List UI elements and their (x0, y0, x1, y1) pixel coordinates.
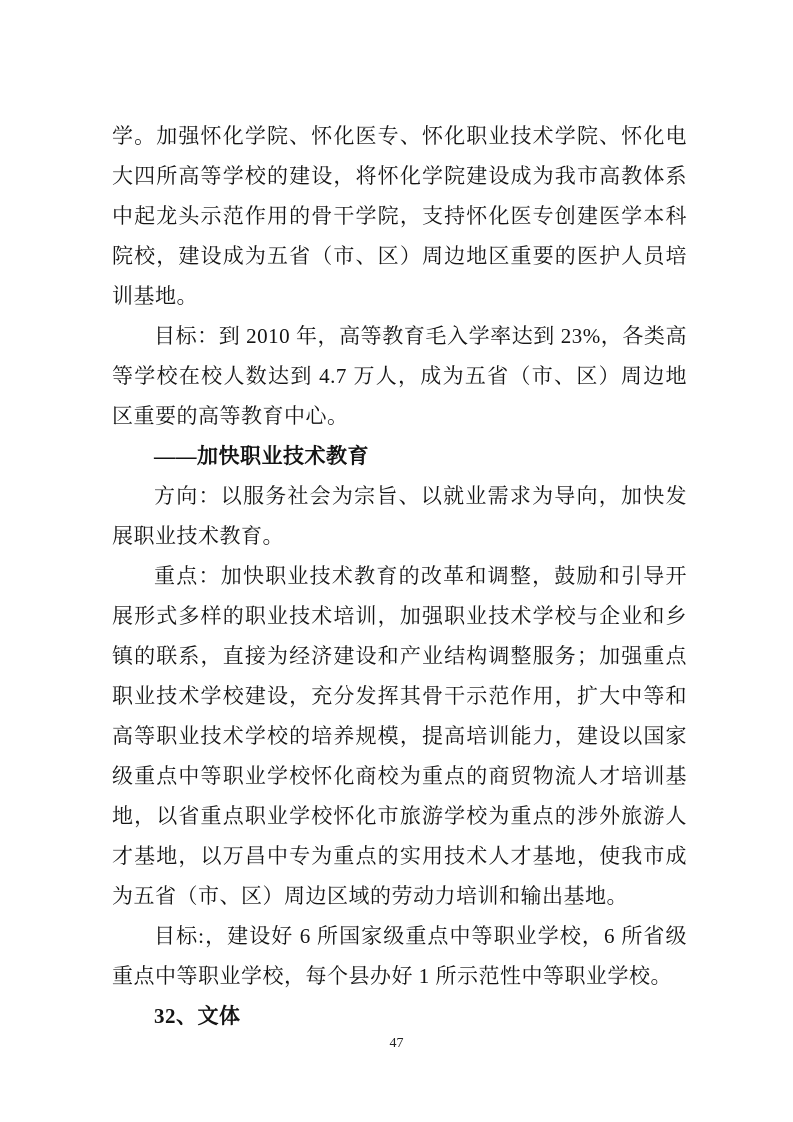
paragraph-higher-ed-continuation: 学。加强怀化学院、怀化医专、怀化职业技术学院、怀化电大四所高等学校的建设，将怀化学院建设成为我市高教体系中起龙头示范作用的骨干学院，支持怀化医专创建医学本科院校，建设成为五省（市、区）周边地区重要的医护人员培训基地。 (112, 124, 687, 308)
paragraph-higher-ed-goal: 目标：到 2010 年，高等教育毛入学率达到 23%，各类高等学校在校人数达到 4.7 万人，成为五省（市、区）周边地区重要的高等教育中心。 (112, 324, 687, 428)
paragraph-focus: 重点：加快职业技术教育的改革和调整，鼓励和引导开展形式多样的职业技术培训，加强职业技术学校与企业和乡镇的联系，直接为经济建设和产业结构调整服务；加强重点职业技术学校建设，充分发挥其骨干示范作用，扩大中等和高等职业技术学校的培养规模，提高培训能力，建设以国家级重点中等职业学校怀化商校为重点的商贸物流人才培训基地，以省重点职业学校怀化市旅游学校为重点的涉外旅游人才基地，以万昌中专为重点的实用技术人才基地，使我市成为五省（市、区）周边区域的劳动力培训和输出基地。 (112, 564, 687, 908)
subheading-vocational-education: ——加快职业技术教育 (154, 444, 369, 468)
paragraph-vocational-goal: 目标:，建设好 6 所国家级重点中等职业学校，6 所省级重点中等职业学校，每个县办好 1 所示范性中等职业学校。 (112, 924, 687, 988)
page-number: 47 (389, 1036, 404, 1051)
page-text-block (112, 116, 687, 1036)
heading-section-32-culture-sports: 32、文体 (154, 1004, 241, 1028)
paragraph-direction: 方向：以服务社会为宗旨、以就业需求为导向，加快发展职业技术教育。 (112, 484, 687, 548)
